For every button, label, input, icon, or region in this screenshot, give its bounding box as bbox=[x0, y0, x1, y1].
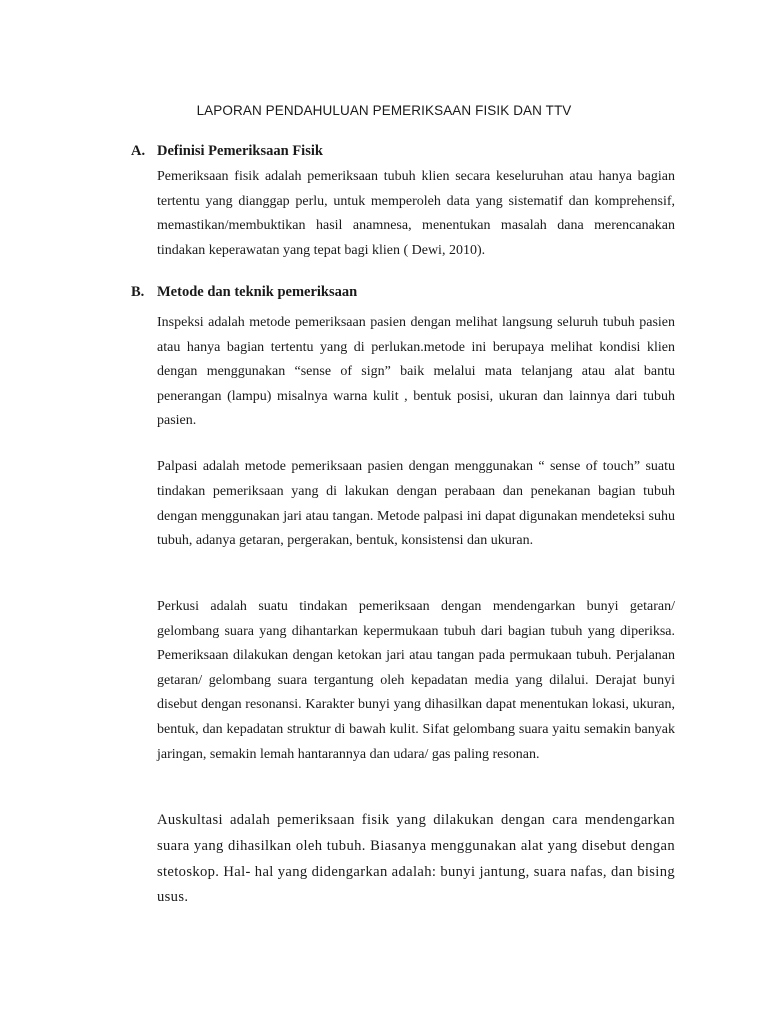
inspeksi-paragraph: Inspeksi adalah metode pemeriksaan pasien dengan melihat langsung seluruh tubuh pasien atau hanya bagian tertentu yang di perlukan.metode ini berupaya melihat kondisi klien dengan menggunakan “sense of sign” baik melalui mata telanjang atau alat bantu penerangan (lampu) misalnya warna kulit , bentuk posisi, ukuran dan lainnya dari tubuh pasien. bbox=[157, 315, 675, 429]
section-b-label: B. bbox=[131, 284, 145, 300]
section-a-label: A. bbox=[131, 143, 146, 159]
auskultasi-paragraph: Auskultasi adalah pemeriksaan fisik yang dilakukan dengan cara mendengarkan suara yang dihasilkan oleh tubuh. Biasanya menggunakan alat yang disebut dengan stetoskop. Hal- hal yang didengarkan adalah: bunyi jantung, suara nafas, dan bising usus. bbox=[157, 812, 675, 906]
section-b-title: Metode dan teknik pemeriksaan bbox=[157, 284, 358, 300]
section-b-heading bbox=[131, 284, 357, 301]
section-a-title: Definisi Pemeriksaan Fisik bbox=[157, 143, 323, 159]
palpasi-paragraph: Palpasi adalah metode pemeriksaan pasien dengan menggunakan “ sense of touch” suatu tindakan pemeriksaan yang di lakukan dengan perabaan dan penekanan bagian tubuh dengan menggunakan jari atau tangan. Metode palpasi ini dapat digunakan mendeteksi suhu tubuh, adanya getaran, pergerakan, bentuk, konsistensi dan ukuran. bbox=[157, 459, 675, 549]
document-title: LAPORAN PENDAHULUAN PEMERIKSAAN FISIK DAN TTV bbox=[196, 103, 572, 118]
definition-paragraph: Pemeriksaan fisik adalah pemeriksaan tubuh klien secara keseluruhan atau hanya bagian tertentu yang dianggap perlu, untuk memperoleh data yang sistematif dan komprehensif, memastikan/membuktikan hasil anamnesa, menentukan masalah dana merencanakan tindakan keperawatan yang tepat bagi klien ( Dewi, 2010). bbox=[157, 169, 675, 258]
perkusi-paragraph: Perkusi adalah suatu tindakan pemeriksaan dengan mendengarkan bunyi getaran/ gelombang suara yang dihantarkan kepermukaan tubuh dari bagian tubuh yang diperiksa. Pemeriksaan dilakukan dengan ketokan jari atau tangan pada permukaan tubuh. Perjalanan getaran/ gelombang suara tergantung oleh kepadatan media yang dilalui. Derajat bunyi disebut dengan resonansi. Karakter bunyi yang dihasilkan dapat menentukan lokasi, ukuran, bentuk, dan kepadatan struktur di bawah kulit. Sifat gelombang suara yaitu semakin banyak jaringan, semakin lemah hantarannya dan udara/ gas paling resonan. bbox=[157, 599, 675, 762]
section-a-heading bbox=[131, 143, 323, 160]
